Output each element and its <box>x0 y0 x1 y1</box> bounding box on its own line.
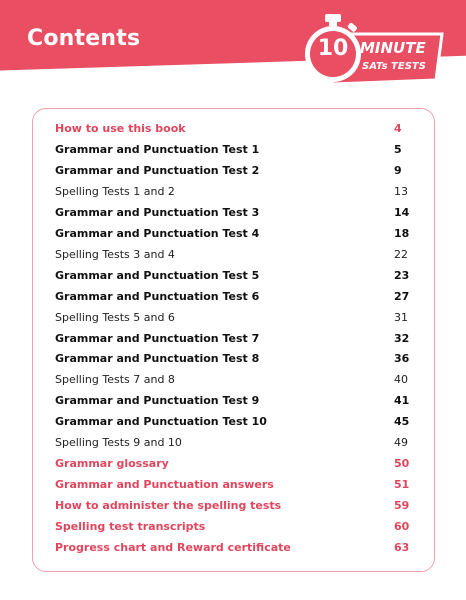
contents-entry[interactable] <box>55 330 415 348</box>
contents-entry[interactable] <box>55 162 415 180</box>
contents-entry-title: Spelling Tests 1 and 2 <box>55 184 175 198</box>
contents-entry-title: Spelling Tests 9 and 10 <box>55 436 182 450</box>
contents-entry-title: Grammar and Punctuation Test 1 <box>55 142 260 156</box>
contents-entry-title: How to use this book <box>55 122 186 135</box>
contents-entry[interactable] <box>55 518 415 536</box>
contents-entry-page: 51 <box>394 478 410 492</box>
contents-entry-page: 63 <box>394 541 410 554</box>
contents-entry[interactable] <box>55 288 415 306</box>
contents-entry-title: Grammar and Punctuation Test 2 <box>55 163 260 177</box>
contents-entry-title: Spelling Tests 3 and 4 <box>55 247 175 261</box>
contents-entry-title: How to administer the spelling tests <box>55 499 282 513</box>
contents-entry-title: Grammar and Punctuation Test 9 <box>55 394 260 408</box>
contents-entry[interactable] <box>55 267 415 285</box>
contents-entry[interactable] <box>55 309 415 327</box>
contents-box <box>32 108 435 572</box>
contents-entry-page: 36 <box>394 352 410 366</box>
contents-entry-title: Grammar and Punctuation Test 4 <box>55 226 260 240</box>
contents-entry[interactable] <box>55 434 415 452</box>
contents-entry-title: Grammar and Punctuation answers <box>55 478 274 492</box>
contents-entry-page: 40 <box>394 373 408 387</box>
contents-entry-page: 23 <box>394 268 410 282</box>
contents-entry-page: 9 <box>394 163 402 177</box>
contents-entry-title: Grammar and Punctuation Test 3 <box>55 205 260 219</box>
contents-entry[interactable] <box>55 225 415 243</box>
contents-entry-page: 41 <box>394 394 410 408</box>
contents-entry-title: Spelling test transcripts <box>55 520 206 534</box>
contents-entry[interactable] <box>55 476 415 494</box>
contents-entry-page: 60 <box>394 520 410 534</box>
contents-entry-page: 5 <box>394 142 402 156</box>
badge-subtitle: SATs TESTS <box>362 61 426 72</box>
contents-entry[interactable] <box>55 539 415 557</box>
contents-entry-page: 49 <box>394 436 408 450</box>
badge-word: MINUTE <box>360 39 426 57</box>
contents-entry-page: 27 <box>394 289 410 303</box>
contents-entry-page: 50 <box>394 457 410 471</box>
contents-entry-title: Grammar and Punctuation Test 10 <box>55 415 267 429</box>
contents-entry[interactable] <box>55 204 415 222</box>
contents-entry-page: 14 <box>394 205 410 219</box>
contents-entry-title: Progress chart and Reward certificate <box>55 541 291 554</box>
contents-entry[interactable] <box>55 183 415 201</box>
contents-entry[interactable] <box>55 497 415 515</box>
contents-entry[interactable] <box>55 350 415 368</box>
contents-entry[interactable] <box>55 141 415 159</box>
contents-entry[interactable] <box>55 455 415 473</box>
page-title: Contents <box>27 26 141 51</box>
contents-entry-title: Grammar glossary <box>55 457 169 471</box>
contents-entry[interactable] <box>55 392 415 410</box>
contents-entry-title: Spelling Tests 5 and 6 <box>55 310 175 324</box>
contents-entry-title: Grammar and Punctuation Test 5 <box>55 268 260 282</box>
contents-entry[interactable] <box>55 371 415 389</box>
contents-entry-page: 45 <box>394 415 410 429</box>
contents-entry-title: Grammar and Punctuation Test 7 <box>55 331 260 345</box>
contents-entry-page: 4 <box>394 122 402 135</box>
ten-minute-sats-badge <box>296 10 446 96</box>
contents-entry[interactable] <box>55 246 415 264</box>
contents-entry[interactable] <box>55 120 415 138</box>
contents-entry-page: 31 <box>394 310 408 324</box>
contents-entry-page: 13 <box>394 184 408 198</box>
contents-entry-title: Spelling Tests 7 and 8 <box>55 373 175 387</box>
contents-entry-page: 18 <box>394 226 410 240</box>
contents-entry-title: Grammar and Punctuation Test 8 <box>55 352 260 366</box>
contents-entry[interactable] <box>55 413 415 431</box>
contents-entry-page: 59 <box>394 499 410 513</box>
badge-number: 10 <box>317 36 349 61</box>
contents-entry-page: 22 <box>394 247 408 261</box>
contents-entry-page: 32 <box>394 331 410 345</box>
contents-entry-title: Grammar and Punctuation Test 6 <box>55 289 260 303</box>
